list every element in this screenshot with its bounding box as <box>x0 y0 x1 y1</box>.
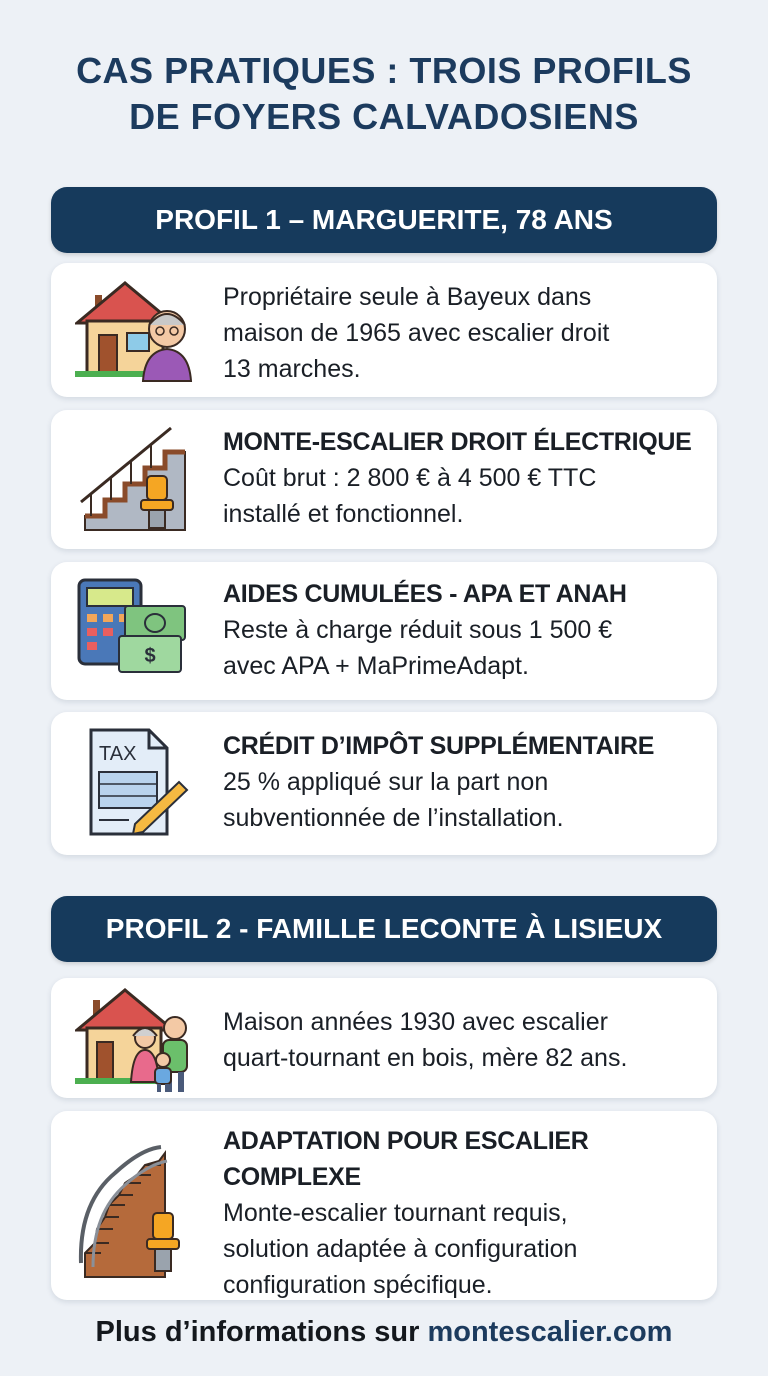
footer <box>0 1316 768 1349</box>
complex-staircase-heading: ADAPTATION POUR ESCALIER COMPLEXE <box>223 1127 589 1191</box>
complex-staircase-text: Monte-escalier tournant requis, solution adaptée à configuration configuration spécifique. <box>223 1199 578 1299</box>
house-elderly-woman-icon <box>75 277 195 383</box>
page-title-line-1: CAS PRATIQUES : TROIS PROFILS <box>76 50 692 91</box>
curved-stairlift-icon <box>75 1133 195 1283</box>
combined-aid-heading: AIDES CUMULÉES - APA ET ANAH <box>223 580 627 608</box>
website-link[interactable]: montescalier.com <box>427 1316 673 1348</box>
stairlift-cost-heading: MONTE-ESCALIER DROIT ÉLECTRIQUE <box>223 428 692 456</box>
combined-aid-card <box>51 562 717 700</box>
svg-text:$: $ <box>144 645 156 667</box>
profile-1-situation-text: Propriétaire seule à Bayeux dans maison de 1965 avec escalier droit 13 marches. <box>223 283 610 383</box>
page-title <box>0 48 768 140</box>
complex-staircase-card <box>51 1111 717 1300</box>
stairlift-cost-text: Coût brut : 2 800 € à 4 500 € TTC installé et fonctionnel. <box>223 464 597 528</box>
footer-text: Plus d’informations sur <box>95 1316 428 1348</box>
tax-credit-text: 25 % appliqué sur la part non subventionnée de l’installation. <box>223 768 564 832</box>
page-title-line-2: DE FOYERS CALVADOSIENS <box>129 96 639 137</box>
profile-2-situation-card <box>51 978 717 1098</box>
tax-icon-label: TAX <box>99 743 137 765</box>
tax-credit-card <box>51 712 717 855</box>
combined-aid-text: Reste à charge réduit sous 1 500 € avec APA + MaPrimeAdapt. <box>223 616 613 680</box>
profile-2-situation-text: Maison années 1930 avec escalier quart-tournant en bois, mère 82 ans. <box>223 1008 628 1072</box>
house-family-icon <box>75 986 195 1094</box>
profile-2-banner: PROFIL 2 - FAMILLE LECONTE À LISIEUX <box>51 896 717 962</box>
stairlift-icon <box>75 420 195 540</box>
profile-1-banner: PROFIL 1 – MARGUERITE, 78 ANS <box>51 187 717 253</box>
tax-form-icon <box>75 726 195 842</box>
calculator-money-icon <box>75 576 195 686</box>
stairlift-cost-card <box>51 410 717 549</box>
profile-1-situation-card <box>51 263 717 397</box>
tax-credit-heading: CRÉDIT D’IMPÔT SUPPLÉMENTAIRE <box>223 732 655 760</box>
